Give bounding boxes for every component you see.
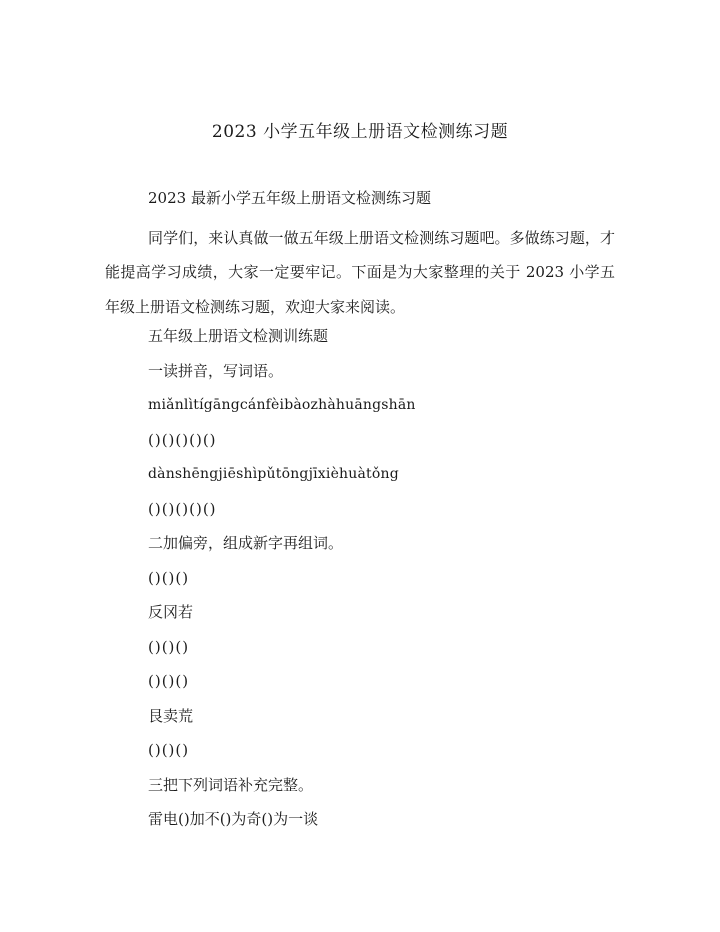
question-heading-1: 一读拼音，写词语。 [148, 361, 284, 380]
section-heading: 五年级上册语文检测训练题 [148, 327, 329, 345]
blank-line: ()()() [148, 568, 190, 587]
page-title: 2023 小学五年级上册语文检测练习题 [211, 122, 509, 142]
blank-line: ()()() [148, 637, 190, 656]
blank-line: ()()() [148, 672, 190, 690]
blank-line: ()()()()() [148, 499, 217, 518]
question-heading-3: 三把下列词语补充完整。 [148, 775, 314, 794]
subtitle: 2023 最新小学五年级上册语文检测练习题 [148, 189, 431, 207]
character-line: 反冈若 [148, 603, 194, 621]
blank-line: ()()()()() [148, 430, 217, 449]
fill-in-line: 雷电()加不()为奇()为一谈 [148, 810, 319, 828]
intro-paragraph: 同学们，来认真做一做五年级上册语文检测练习题吧。多做练习题，才能提高学习成绩，大家一定要牢记。下面是为大家整理的关于 2023 小学五年级上册语文检测练习题，欢迎大家来阅读。 [105, 228, 615, 316]
question-heading-2: 二加偏旁，组成新字再组词。 [148, 534, 344, 552]
blank-line: ()()() [148, 741, 190, 759]
document-body [105, 186, 615, 842]
character-line: 艮卖荒 [148, 706, 194, 725]
pinyin-line-2: dànshēngjiēshìpǔtōngjīxièhuàtǒng [148, 466, 399, 482]
pinyin-line-1: miǎnlìtígāngcánfèibàozhàhuāngshān [148, 397, 416, 413]
